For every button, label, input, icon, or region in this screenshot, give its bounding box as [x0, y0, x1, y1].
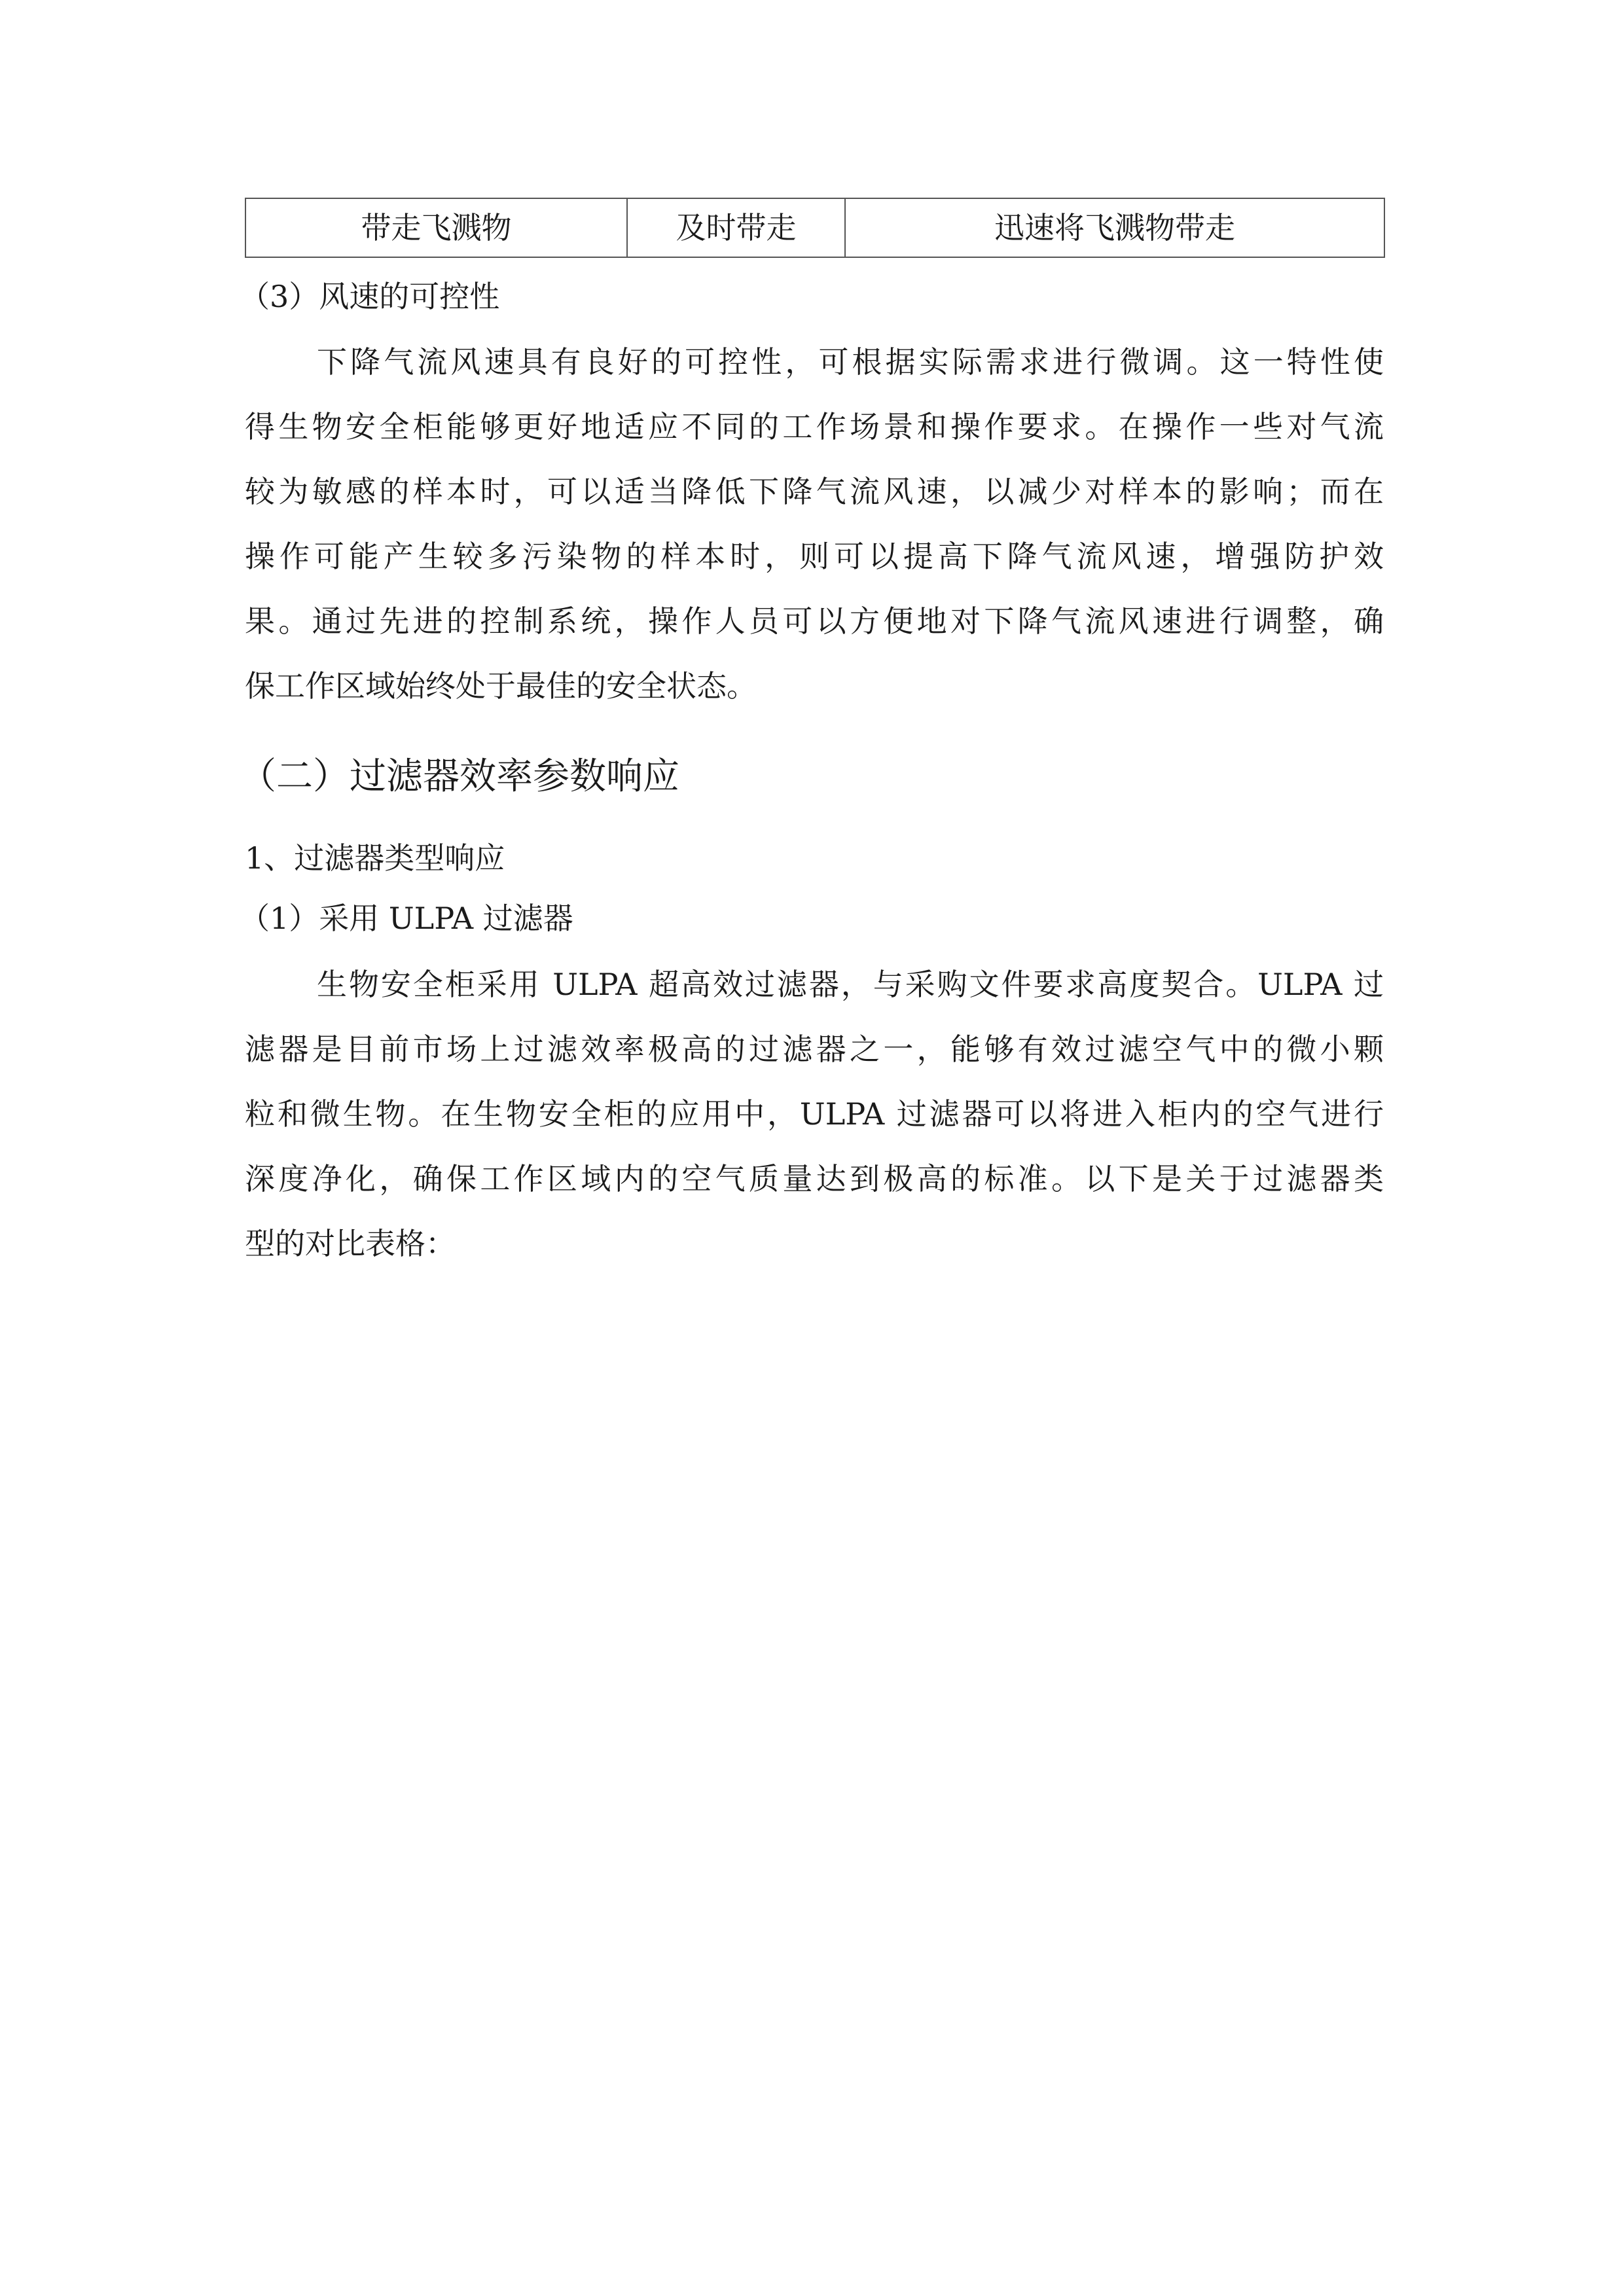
paragraph-line: 生物安全柜采用 ULPA 超高效过滤器，与采购文件要求高度契合。ULPA 过 — [317, 967, 1384, 1002]
paragraph-line: 型的对比表格： — [245, 1226, 456, 1261]
paragraph-line: 得生物安全柜能够更好地适应不同的工作场景和操作要求。在操作一些对气流 — [245, 409, 1384, 444]
paragraph-line: 较为敏感的样本时，可以适当降低下降气流风速，以减少对样本的影响；而在 — [245, 474, 1384, 509]
paragraph-line: 果。通过先进的控制系统，操作人员可以方便地对下降气流风速进行调整，确 — [245, 603, 1384, 639]
paragraph-line: 粒和微生物。在生物安全柜的应用中，ULPA 过滤器可以将进入柜内的空气进行 — [245, 1096, 1384, 1132]
table-cell: 及时带走 — [627, 198, 845, 257]
body-paragraph — [245, 952, 1384, 1276]
table-row — [245, 198, 1384, 257]
subsection-heading: （1）采用 ULPA 过滤器 — [240, 901, 573, 936]
table-cell: 带走飞溅物 — [245, 198, 627, 257]
body-paragraph — [245, 330, 1384, 719]
paragraph-line: 下降气流风速具有良好的可控性，可根据实际需求进行微调。这一特性使 — [317, 344, 1384, 380]
paragraph-line: 滤器是目前市场上过滤效率极高的过滤器之一，能够有效过滤空气中的微小颗 — [245, 1031, 1384, 1067]
comparison-table-continuation — [245, 198, 1385, 258]
paragraph-line: 保工作区域始终处于最佳的安全状态。 — [245, 668, 757, 704]
table-cell: 迅速将飞溅物带走 — [845, 198, 1384, 257]
paragraph-line: 深度净化，确保工作区域内的空气质量达到极高的标准。以下是关于过滤器类 — [245, 1161, 1384, 1196]
paragraph-line: 操作可能产生较多污染物的样本时，则可以提高下降气流风速，增强防护效 — [245, 539, 1384, 574]
section-heading: （二）过滤器效率参数响应 — [240, 755, 679, 798]
item-heading: 1、过滤器类型响应 — [245, 840, 505, 876]
subsection-heading: （3）风速的可控性 — [240, 279, 500, 314]
